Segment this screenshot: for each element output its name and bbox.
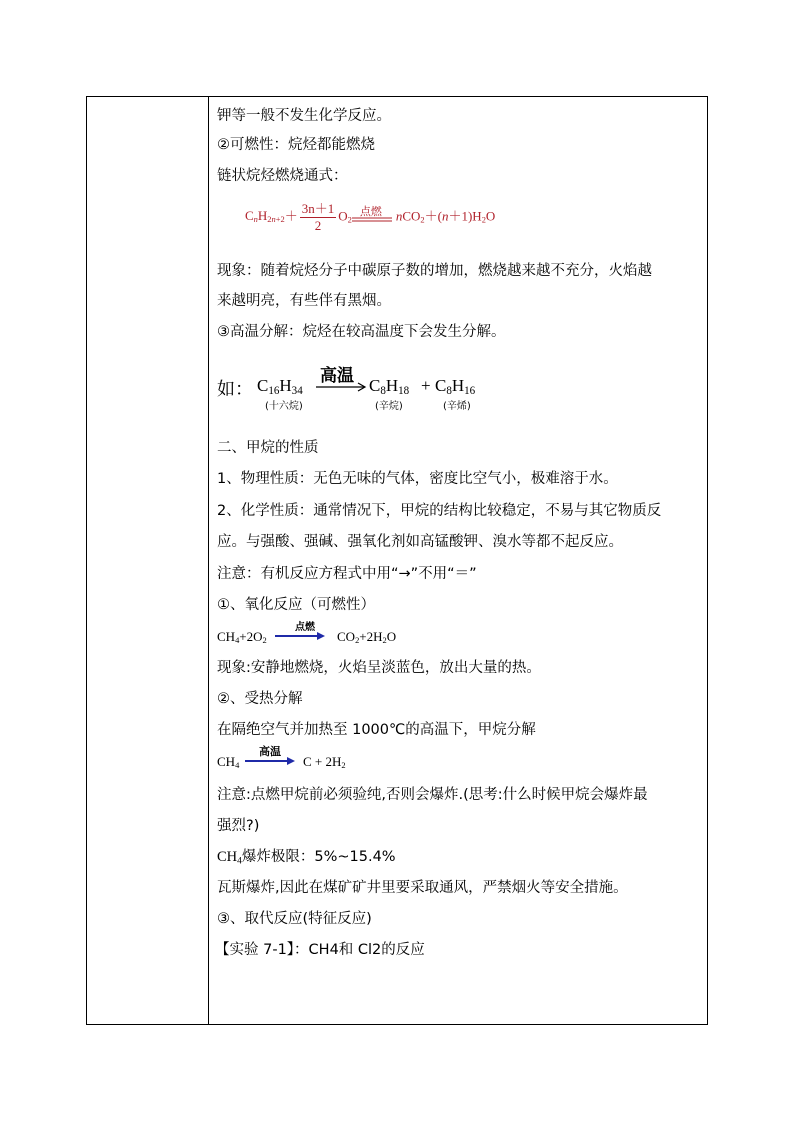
text-line: 1、物理性质：无色无味的气体，密度比空气小，极难溶于水。 bbox=[217, 471, 618, 487]
methane-decomposition-equation bbox=[217, 745, 517, 775]
text-line: ①、氧化反应（可燃性） bbox=[217, 597, 375, 613]
arrow-right-icon bbox=[245, 756, 295, 766]
text-line: 强烈?) bbox=[217, 818, 260, 834]
text-line: 在隔绝空气并加热至 1000℃的高温下，甲烷分解 bbox=[217, 722, 536, 738]
text-line: 应。与强酸、强碱、强氧化剂如高锰酸钾、溴水等都不起反应。 bbox=[217, 534, 623, 550]
text-line: 来越明亮，有些伴有黑烟。 bbox=[217, 293, 391, 309]
text-line: 现象:安静地燃烧，火焰呈淡蓝色，放出大量的热。 bbox=[217, 660, 541, 676]
arrow-right-icon bbox=[275, 631, 325, 641]
equation-lhs: $CH_4+2O_2$ bbox=[217, 629, 267, 646]
reaction-condition: 点燃 bbox=[295, 622, 315, 633]
equation-prefix: 如： bbox=[217, 379, 253, 400]
octane-formula: $C_8H_{18}$ bbox=[369, 376, 410, 397]
text-line: 2、化学性质：通常情况下，甲烷的结构比较稳定，不易与其它物质反 bbox=[217, 503, 662, 519]
equals-arrow-icon bbox=[352, 208, 396, 228]
explosion-limit-line bbox=[217, 847, 396, 867]
text-line: 注意:点燃甲烷前必须验纯,否则会爆炸.(思考:什么时候甲烷会爆炸最 bbox=[217, 787, 648, 803]
methane-oxidation-equation bbox=[217, 621, 517, 651]
experiment-tag: 【实验 7-1】 bbox=[215, 942, 295, 958]
text-line: ③高温分解：烷烃在较高温度下会发生分解。 bbox=[217, 324, 506, 340]
alkane-formula: $C_nH_{2n+2}$ bbox=[245, 208, 285, 225]
reaction-arrow bbox=[352, 205, 396, 228]
octene-label: (辛烯) bbox=[443, 401, 471, 412]
text-line: 钾等一般不发生化学反应。 bbox=[217, 108, 391, 124]
experiment-line bbox=[215, 940, 425, 960]
plus-sign: + bbox=[421, 376, 431, 395]
arrow-right-icon bbox=[316, 381, 368, 393]
reaction-condition: 点燃 bbox=[359, 205, 382, 218]
fraction-denominator: 2 bbox=[314, 218, 322, 233]
general-combustion-equation: $C_nH_{2n+2}+$ $\frac{3n+1}{2}$ $O_2$ 点燃 $nCO_2+(n+1)H_2O$ bbox=[245, 201, 496, 233]
hexadecane-formula: $C_{16}H_{34}$ bbox=[257, 376, 303, 397]
text-line: 链状烷烃燃烧通式： bbox=[217, 168, 348, 184]
hexadecane-label: (十六烷) bbox=[265, 401, 303, 412]
content-table bbox=[86, 96, 708, 1025]
reaction-condition: 高温 bbox=[259, 745, 281, 758]
coefficient-fraction bbox=[300, 201, 337, 234]
equation-rhs: $C + 2H_2$ bbox=[303, 754, 346, 771]
octene-formula: $C_8H_{16}$ bbox=[435, 376, 476, 397]
text-line: 瓦斯爆炸,因此在煤矿矿井里要采取通风，严禁烟火等安全措施。 bbox=[217, 880, 628, 896]
text-line: 现象：随着烷烃分子中碳原子数的增加，燃烧越来越不充分，火焰越 bbox=[217, 263, 652, 279]
section-heading: 二、甲烷的性质 bbox=[217, 440, 319, 456]
text-line: ③、取代反应(特征反应) bbox=[217, 911, 372, 927]
fraction-numerator: 3n＋1 bbox=[301, 201, 335, 216]
equation-lhs: $CH_4$ bbox=[217, 754, 240, 771]
text-line: 注意：有机反应方程式中用“→”不用“＝” bbox=[217, 566, 477, 582]
experiment-text: ：CH4和 Cl2的反应 bbox=[294, 942, 425, 958]
cracking-equation bbox=[217, 367, 577, 417]
text-line: ②、受热分解 bbox=[217, 691, 303, 707]
column-divider bbox=[208, 97, 209, 1024]
explosion-limit-text: 爆炸极限：5%~15.4% bbox=[241, 849, 396, 865]
reaction-condition: 高温 bbox=[320, 366, 354, 386]
methane-formula: $CH_4$ bbox=[217, 849, 242, 867]
equation-rhs: $CO_2+2H_2O$ bbox=[337, 629, 397, 646]
octane-label: (辛烷) bbox=[375, 401, 403, 412]
text-line: ②可燃性：烷烃都能燃烧 bbox=[217, 137, 375, 153]
